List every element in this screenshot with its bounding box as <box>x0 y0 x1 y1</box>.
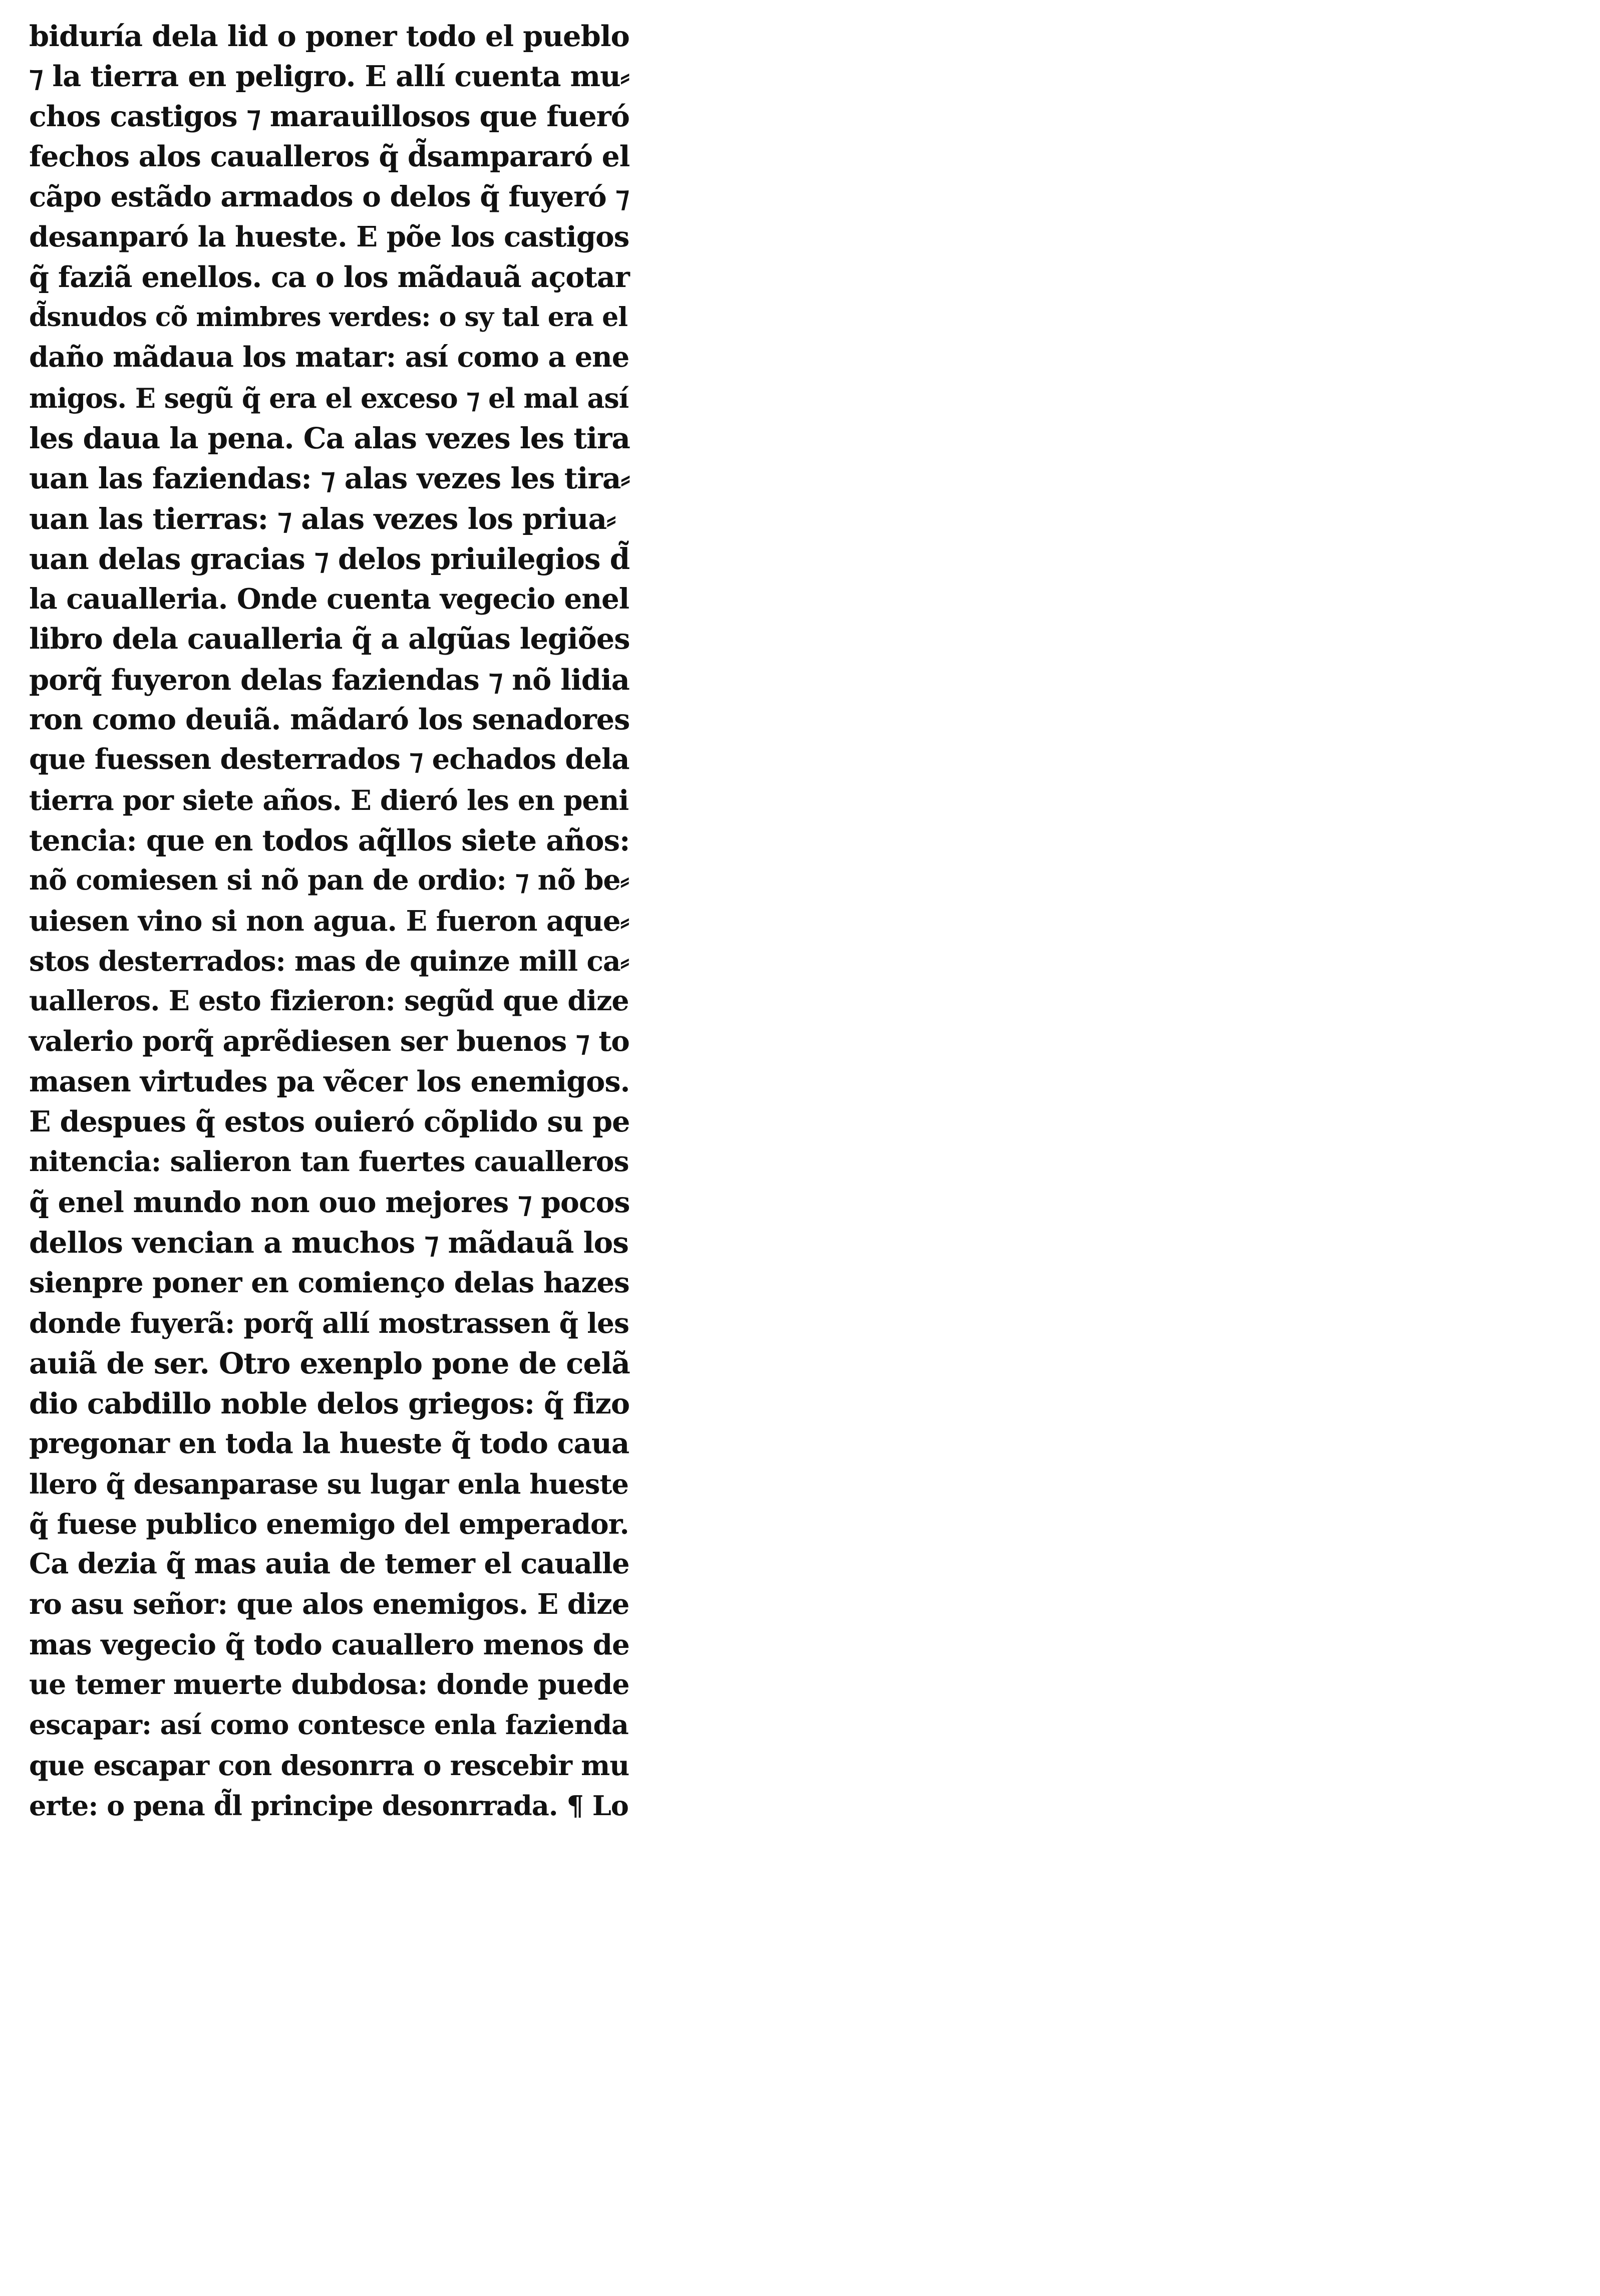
text-line: que escapar con desonrra o rescebir mu <box>29 1749 629 1782</box>
text-line: cãpo estãdo armados o delos q̃ fuyeró ⁊ <box>29 180 629 214</box>
text-line: migos. E segũ q̃ era el exceso ⁊ el mal así <box>29 382 629 414</box>
text-line: dio cabdillo noble delos griegos: q̃ fizo <box>29 1386 630 1421</box>
text-line: que fuessen desterrados ⁊ echados dela <box>29 743 629 776</box>
text-line: uan las tierras: ⁊ alas vezes los priua⸗ <box>29 501 616 536</box>
text-line: d̃snudos cõ mimbres verdes: o sy tal era el <box>29 302 628 333</box>
text-line: uan delas gracias ⁊ delos priuilegios d̃ <box>29 541 630 576</box>
text-line: tencia: que en todos aq̃llos siete años: <box>29 823 630 857</box>
text-line: nitencia: salieron tan fuertes caualleros <box>29 1145 629 1179</box>
text-line: ro asu señor: que alos enemigos. E dize <box>29 1588 629 1621</box>
text-line: nõ comiesen si nõ pan de ordio: ⁊ nõ be⸗ <box>29 864 629 897</box>
text-line: chos castigos ⁊ marauillosos que fueró <box>29 99 629 133</box>
text-line: pregonar en toda la hueste q̃ todo caua <box>29 1427 629 1461</box>
text-line: daño mãdaua los matar: así como a ene <box>29 341 629 374</box>
text-line: q̃ faziã enellos. ca o los mãdauã açotar <box>29 260 629 294</box>
text-line: auiã de ser. Otro exenplo pone de celã <box>29 1346 630 1380</box>
text-line: sienpre poner en comienço delas hazes <box>29 1266 629 1300</box>
text-line: q̃ fuese publico enemigo del emperador. <box>29 1507 629 1540</box>
text-line: valerio porq̃ aprẽdiesen ser buenos ⁊ to <box>29 1025 629 1058</box>
text-line: tierra por siete años. E dieró les en peni <box>29 783 629 816</box>
text-line: ⁊ la tierra en peligro. E allí cuenta mu⸗ <box>29 59 629 94</box>
text-line: libro dela caualleria q̃ a algũas legiões <box>29 622 630 656</box>
text-line: Ca dezia q̃ mas auia de temer el caualle <box>29 1548 629 1581</box>
text-line: uan las faziendas: ⁊ alas vezes les tira⸗ <box>29 461 630 496</box>
text-line: ualleros. E esto fizieron: segũd que dize <box>29 985 629 1018</box>
text-line: stos desterrados: mas de quinze mill ca⸗ <box>29 944 629 977</box>
text-line: ue temer muerte dubdosa: donde puede <box>29 1668 629 1701</box>
text-line: la caualleria. Onde cuenta vegecio enel <box>29 583 629 616</box>
text-line: q̃ enel mundo non ouo mejores ⁊ pocos <box>29 1186 630 1219</box>
text-line: desanparó la hueste. E põe los castigos <box>29 220 629 254</box>
text-line: donde fuyerã: porq̃ allí mostrassen q̃ les <box>29 1306 629 1339</box>
text-line: uiesen vino si non agua. E fueron aque⸗ <box>29 904 629 938</box>
text-line: masen virtudes pa vẽcer los enemigos. <box>29 1064 630 1098</box>
text-line: escapar: así como contesce enla fazienda <box>29 1709 628 1741</box>
text-line: porq̃ fuyeron delas faziendas ⁊ nõ lidia <box>29 662 629 697</box>
text-line: fechos alos caualleros q̃ d̃sampararó el <box>29 140 630 173</box>
text-line: E despues q̃ estos ouieró cõplido su pe <box>29 1105 630 1139</box>
text-line: llero q̃ desanparase su lugar enla hueste <box>29 1468 628 1500</box>
text-column <box>29 16 630 1826</box>
text-line: dellos vencian a muchos ⁊ mãdauã los <box>29 1225 628 1260</box>
text-line: ron como deuiã. mãdaró los senadores <box>29 703 630 737</box>
text-line: biduría dela lid o poner todo el pueblo <box>29 19 629 53</box>
text-line: erte: o pena d̃l principe desonrrada. ¶ Lo <box>29 1790 628 1822</box>
text-line: mas vegecio q̃ todo cauallero menos de <box>29 1628 629 1661</box>
text-line: les daua la pena. Ca alas vezes les tira <box>29 421 630 455</box>
